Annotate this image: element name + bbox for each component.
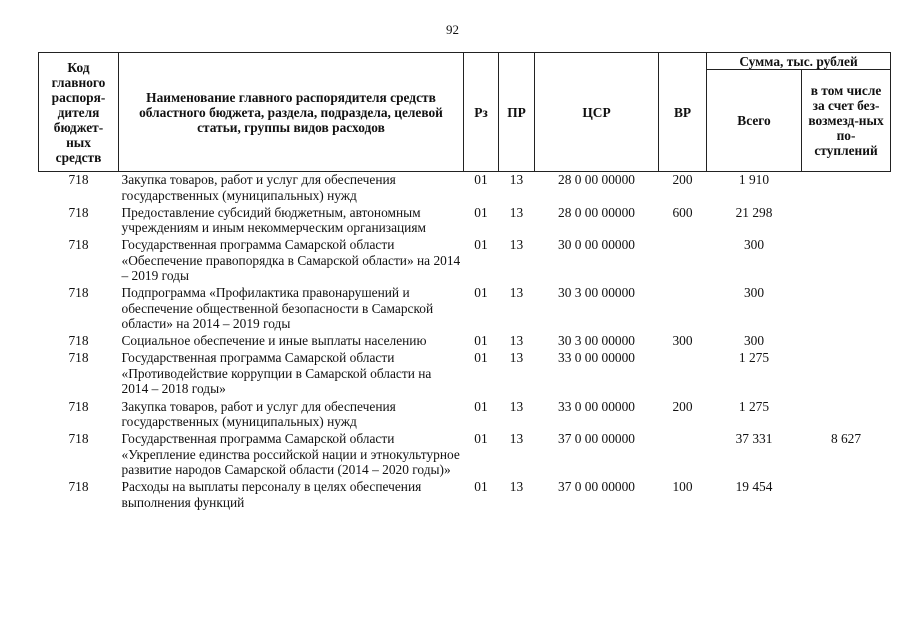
- cell-incl: [802, 285, 891, 333]
- cell-code: 718: [68, 237, 89, 253]
- header-pr: ПР: [499, 53, 535, 172]
- cell-vr: 100: [672, 479, 693, 495]
- cell-csr: 33 0 00 00000: [558, 398, 635, 414]
- cell-pr: 13: [509, 285, 524, 301]
- cell-csr: 37 0 00 00000: [558, 431, 635, 447]
- cell-incl: 8 627: [830, 431, 862, 447]
- page-number: 92: [446, 22, 459, 37]
- cell-name: Закупка товаров, работ и услуг для обеспечения государственных (муниципальных) нужд: [121, 172, 396, 203]
- cell-name: Государственная программа Самарской области «Противодействие коррупции в Самарской области на 2014 – 2018 годы»: [121, 350, 432, 397]
- cell-vr: 600: [672, 204, 693, 220]
- cell-rz: 01: [474, 285, 488, 301]
- cell-vr: 200: [672, 172, 693, 187]
- cell-total: 1 910: [738, 172, 770, 187]
- table-row: [39, 431, 891, 479]
- cell-rz: 01: [474, 172, 488, 187]
- cell-csr: 33 0 00 00000: [558, 350, 635, 366]
- table-row: [39, 285, 891, 333]
- cell-code: 718: [68, 172, 89, 187]
- cell-incl: [802, 172, 891, 205]
- cell-pr: 13: [509, 398, 524, 414]
- cell-rz: 01: [474, 431, 488, 447]
- cell-vr: [659, 285, 707, 333]
- cell-rz: 01: [474, 479, 488, 495]
- cell-incl: [802, 333, 891, 350]
- cell-total: 300: [743, 237, 765, 253]
- cell-vr: [659, 237, 707, 285]
- cell-csr: 28 0 00 00000: [558, 172, 635, 187]
- cell-pr: 13: [509, 237, 524, 253]
- cell-pr: 13: [509, 350, 524, 366]
- cell-name: Подпрограмма «Профилактика правонарушений и обеспечение общественной безопасности в Самарской области» на 2014 – 2019 годы: [121, 285, 434, 332]
- cell-total: 37 331: [735, 431, 773, 447]
- header-incl: в том числе за счет без-возмезд-ных по-ступлений: [802, 70, 891, 172]
- cell-rz: 01: [474, 204, 488, 220]
- header-rz: Рз: [464, 53, 499, 172]
- header-name: Наименование главного распорядителя средств областного бюджета, раздела, подраздела, целевой статьи, группы видов расходов: [119, 53, 464, 172]
- cell-total: 1 275: [738, 398, 770, 414]
- cell-rz: 01: [474, 350, 488, 366]
- cell-incl: [802, 479, 891, 512]
- cell-name: Социальное обеспечение и иные выплаты населению: [121, 333, 427, 349]
- cell-name: Расходы на выплаты персоналу в целях обеспечения выполнения функций: [121, 479, 422, 510]
- cell-rz: 01: [474, 237, 488, 253]
- cell-code: 718: [68, 285, 89, 301]
- table-row: [39, 350, 891, 398]
- cell-vr: 200: [672, 398, 693, 414]
- cell-total: 300: [743, 285, 765, 301]
- cell-total: 21 298: [735, 204, 773, 220]
- cell-csr: 28 0 00 00000: [558, 204, 635, 220]
- cell-code: 718: [68, 398, 89, 414]
- table-row: [39, 333, 891, 350]
- cell-name: Предоставление субсидий бюджетным, автономным учреждениям и иным некоммерческим организациям: [121, 204, 426, 236]
- table-row: [39, 205, 891, 238]
- header-vr: ВР: [659, 53, 707, 172]
- cell-csr: 37 0 00 00000: [558, 479, 635, 495]
- cell-name: Государственная программа Самарской области «Укрепление единства российской нации и этнокультурное развитие народов Самарской области (2014 – 2020 годы)»: [121, 431, 460, 478]
- cell-vr: [659, 350, 707, 398]
- header-csr: ЦСР: [535, 53, 659, 172]
- table-row: [39, 237, 891, 285]
- cell-incl: [802, 205, 891, 238]
- cell-incl: [802, 237, 891, 285]
- cell-rz: 01: [474, 398, 488, 414]
- cell-code: 718: [68, 333, 89, 349]
- header-total: Всего: [707, 70, 802, 172]
- cell-vr: [659, 431, 707, 479]
- table-row: [39, 172, 891, 205]
- cell-code: 718: [68, 204, 89, 220]
- cell-incl: [802, 350, 891, 398]
- cell-code: 718: [68, 431, 89, 447]
- cell-csr: 30 0 00 00000: [558, 237, 635, 253]
- cell-pr: 13: [509, 172, 524, 187]
- cell-pr: 13: [509, 479, 524, 495]
- header-code: Код главного распоря-дителя бюджет-ных средств: [39, 53, 119, 172]
- cell-pr: 13: [509, 333, 524, 349]
- cell-total: 19 454: [735, 479, 773, 495]
- cell-code: 718: [68, 350, 89, 366]
- cell-total: 1 275: [738, 350, 770, 366]
- header-sum: Сумма, тыс. рублей: [707, 53, 891, 70]
- cell-name: Государственная программа Самарской области «Обеспечение правопорядка в Самарской области» на 2014 – 2019 годы: [121, 237, 461, 284]
- cell-total: 300: [743, 333, 765, 349]
- table-row: [39, 479, 891, 512]
- budget-table: [38, 52, 891, 512]
- cell-rz: 01: [474, 333, 488, 349]
- cell-name: Закупка товаров, работ и услуг для обеспечения государственных (муниципальных) нужд: [121, 398, 396, 430]
- cell-code: 718: [68, 479, 89, 495]
- cell-vr: 300: [672, 333, 693, 349]
- table-row: [39, 399, 891, 432]
- cell-incl: [802, 399, 891, 432]
- cell-pr: 13: [509, 431, 524, 447]
- cell-pr: 13: [509, 204, 524, 220]
- cell-csr: 30 3 00 00000: [558, 333, 635, 349]
- cell-csr: 30 3 00 00000: [558, 285, 635, 301]
